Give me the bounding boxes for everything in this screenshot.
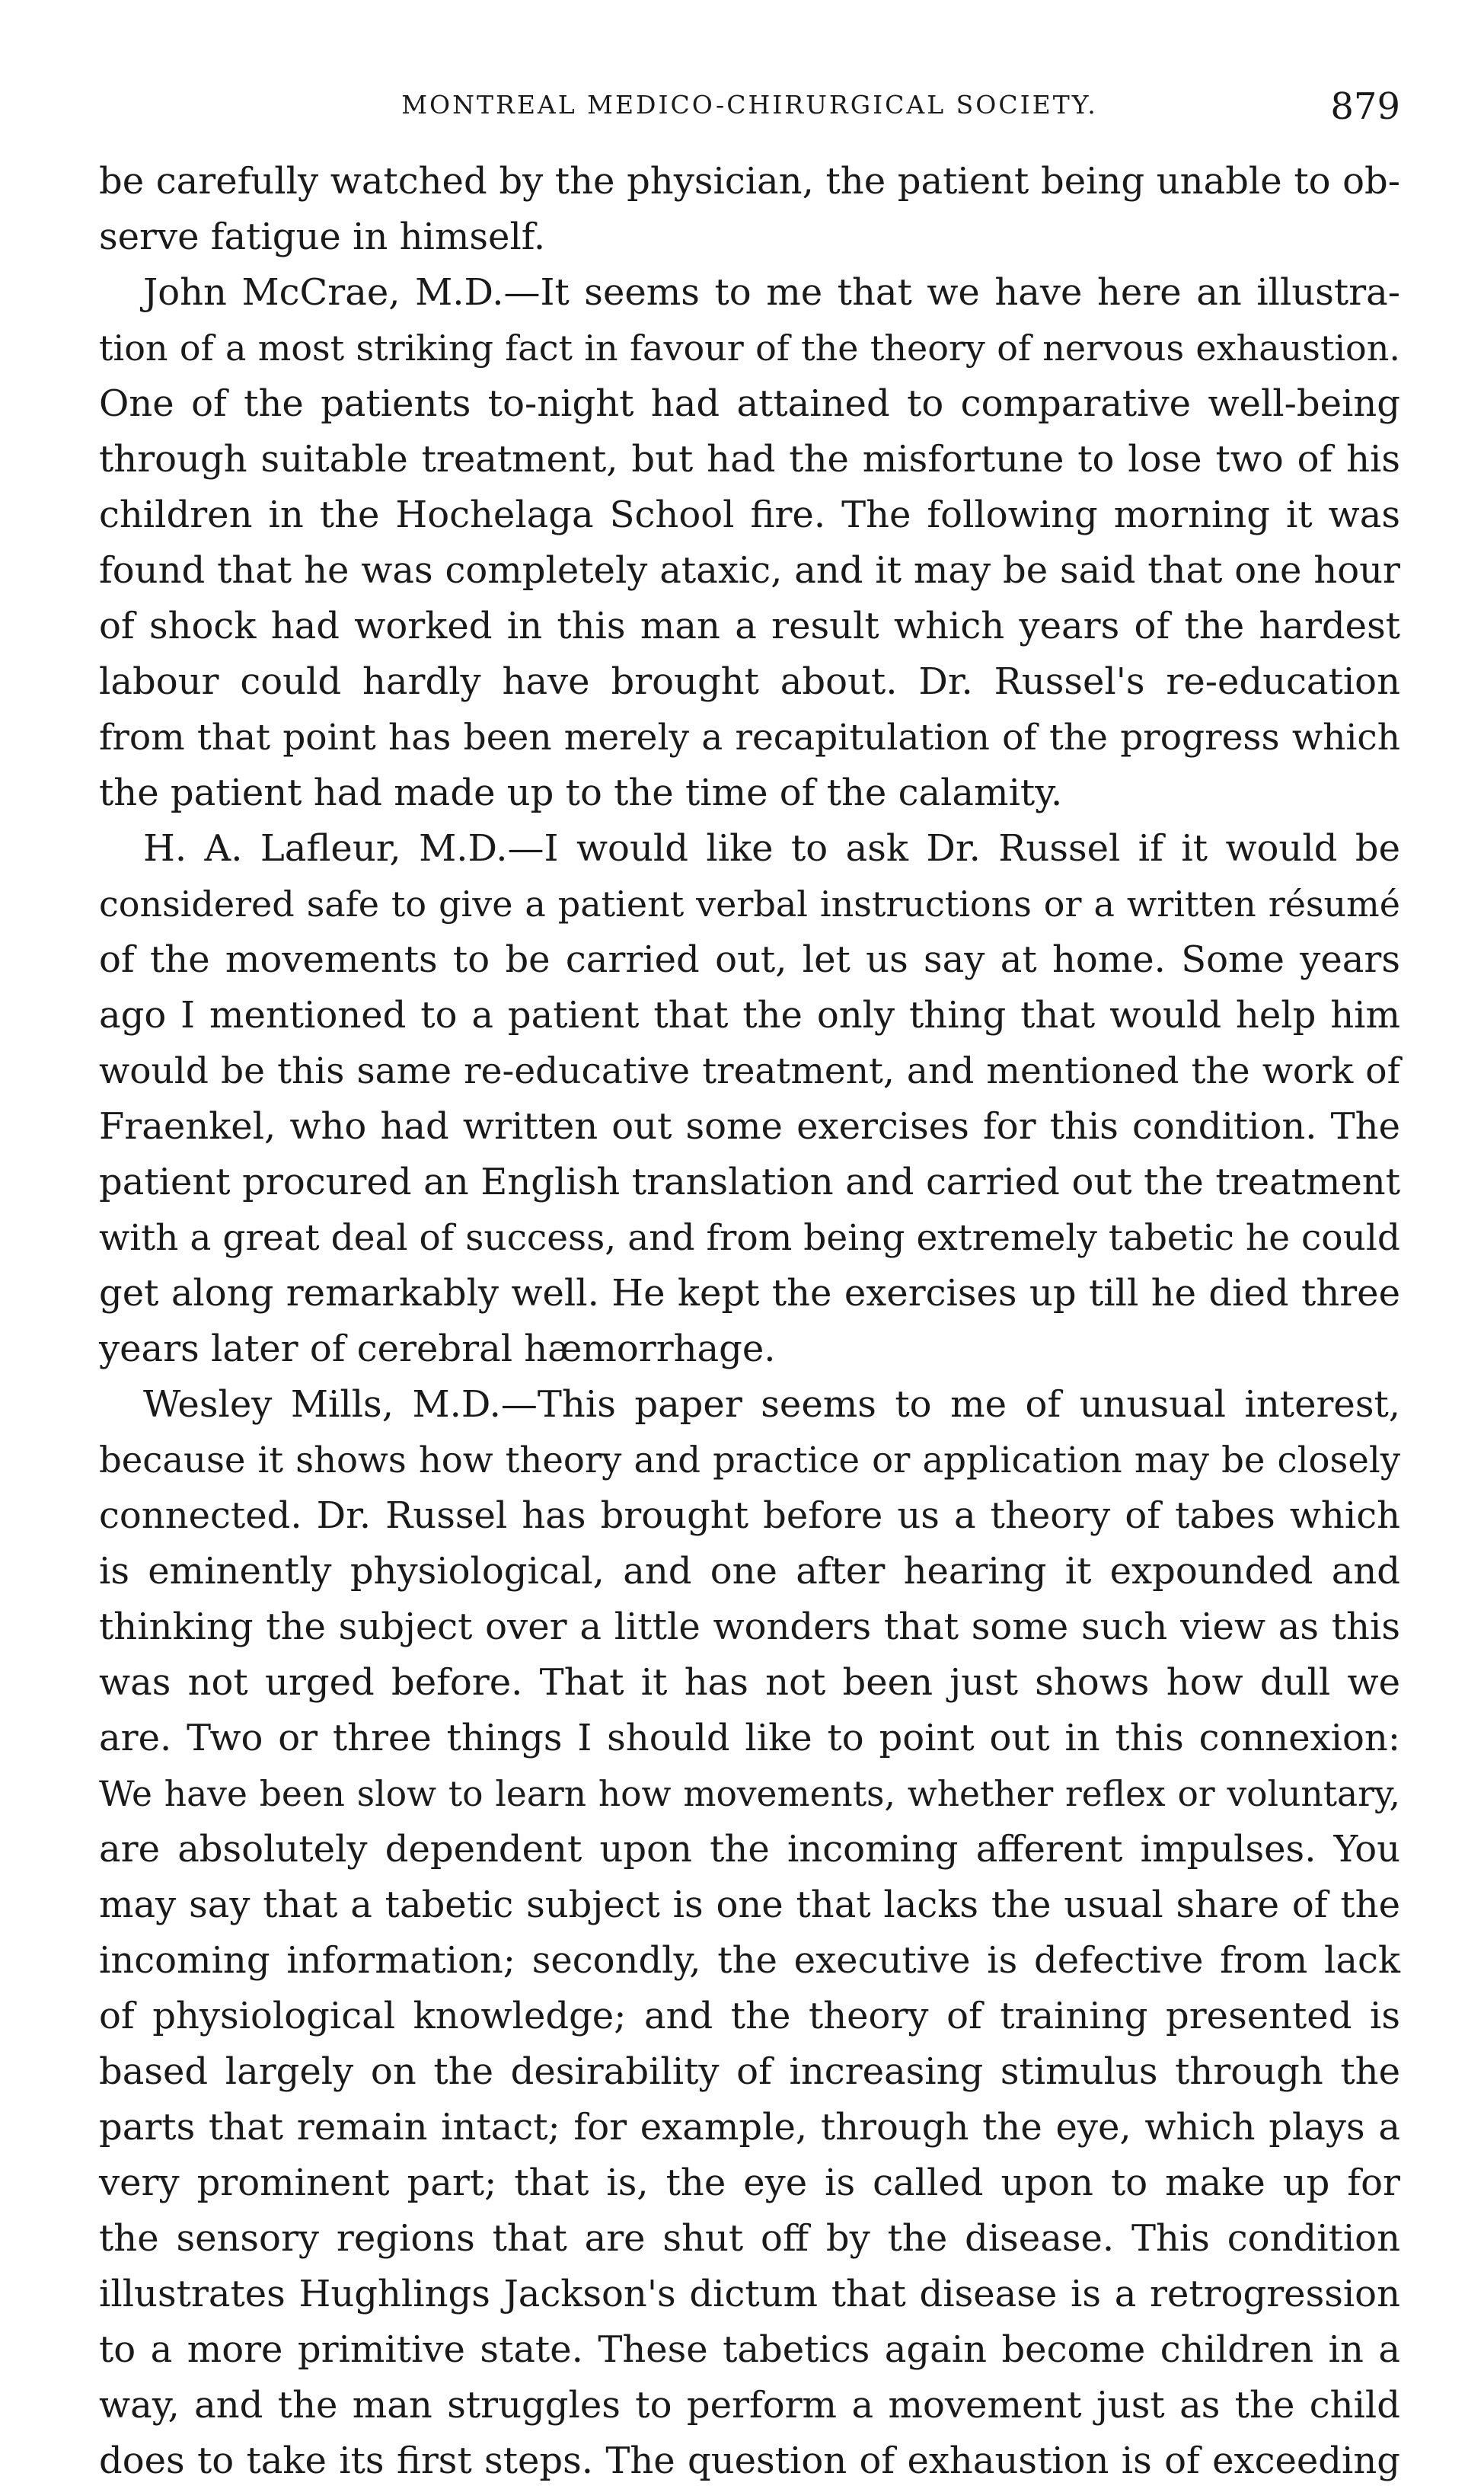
text-line: the sensory regions that are shut off by the disease. This condition — [99, 2217, 1400, 2260]
text-line: years later of cerebral hæmorrhage. — [99, 1328, 776, 1370]
text-line: through suitable treatment, but had the misfortune to lose two of his — [99, 438, 1400, 481]
text-line: of the movements to be carried out, let us say at home. Some years — [99, 938, 1400, 981]
text-line: One of the patients to-night had attained to comparative well-being — [99, 382, 1400, 425]
body-text — [99, 154, 1400, 2489]
text-line: are absolutely dependent upon the incoming afferent impulses. You — [99, 1828, 1400, 1871]
text-line: may say that a tabetic subject is one that lacks the usual share of the — [99, 1884, 1400, 1926]
speaker-line-lafleur: H. A. Lafleur, M.D.—I would like to ask Dr. Russel if it would be — [143, 827, 1400, 870]
text-line: considered safe to give a patient verbal instructions or a written résumé — [99, 883, 1400, 925]
text-line: serve fatigue in himself. — [99, 216, 546, 258]
speaker-line-mills: Wesley Mills, M.D.—This paper seems to me of unusual interest, — [143, 1383, 1400, 1426]
text-line: was not urged before. That it has not been just shows how dull we — [99, 1661, 1400, 1704]
text-line: be carefully watched by the physician, the patient being unable to ob- — [99, 160, 1400, 203]
text-line: parts that remain intact; for example, through the eye, which plays a — [99, 2106, 1400, 2149]
text-line: very prominent part; that is, the eye is called upon to make up for — [99, 2162, 1400, 2204]
text-line: thinking the subject over a little wonders that some such view as this — [99, 1606, 1400, 1648]
text-line: from that point has been merely a recapitulation of the progress which — [99, 717, 1400, 759]
speaker-line-mccrae: John McCrae, M.D.—It seems to me that we have here an illustra- — [143, 271, 1400, 314]
text-line: is eminently physiological, and one after hearing it expounded and — [99, 1550, 1400, 1593]
text-line: found that he was completely ataxic, and it may be said that one hour — [99, 549, 1400, 592]
text-line: based largely on the desirability of increasing stimulus through the — [99, 2050, 1400, 2093]
text-line: patient procured an English translation and carried out the treatment — [99, 1161, 1400, 1203]
text-line: of shock had worked in this man a result which years of the hardest — [99, 605, 1400, 647]
text-line: Fraenkel, who had written out some exercises for this condition. The — [99, 1105, 1400, 1148]
text-line: because it shows how theory and practice or application may be closely — [99, 1439, 1400, 1481]
text-line: We have been slow to learn how movements, whether reflex or voluntary, — [99, 1774, 1400, 1814]
text-line: of physiological knowledge; and the theory of training presented is — [99, 1995, 1400, 2037]
text-line: incoming information; secondly, the executive is defective from lack — [99, 1939, 1400, 1982]
running-head — [99, 85, 1400, 136]
text-line: ago I mentioned to a patient that the only thing that would help him — [99, 994, 1400, 1037]
text-line: does to take its first steps. The question of exhaustion is of exceeding — [99, 2439, 1400, 2482]
text-line: way, and the man struggles to perform a movement just as the child — [99, 2384, 1400, 2427]
page-number: 879 — [1330, 85, 1400, 128]
text-line: connected. Dr. Russel has brought before us a theory of tabes which — [99, 1494, 1400, 1537]
running-title: MONTREAL MEDICO-CHIRURGICAL SOCIETY. — [401, 90, 1098, 120]
text-line: labour could hardly have brought about. Dr. Russel's re-education — [99, 660, 1400, 703]
text-line: children in the Hochelaga School fire. The following morning it was — [99, 494, 1400, 536]
text-line: would be this same re-educative treatment, and mentioned the work of — [99, 1050, 1400, 1092]
text-line: with a great deal of success, and from being extremely tabetic he could — [99, 1217, 1400, 1259]
text-line: to a more primitive state. These tabetics again become children in a — [99, 2328, 1400, 2371]
text-line: the patient had made up to the time of the calamity. — [99, 772, 1063, 814]
text-line: tion of a most striking fact in favour of the theory of nervous exhaustion. — [99, 328, 1400, 369]
text-line: are. Two or three things I should like to point out in this connexion: — [99, 1717, 1400, 1759]
text-line: get along remarkably well. He kept the exercises up till he died three — [99, 1272, 1400, 1315]
text-line: illustrates Hughlings Jackson's dictum that disease is a retrogression — [99, 2273, 1400, 2315]
